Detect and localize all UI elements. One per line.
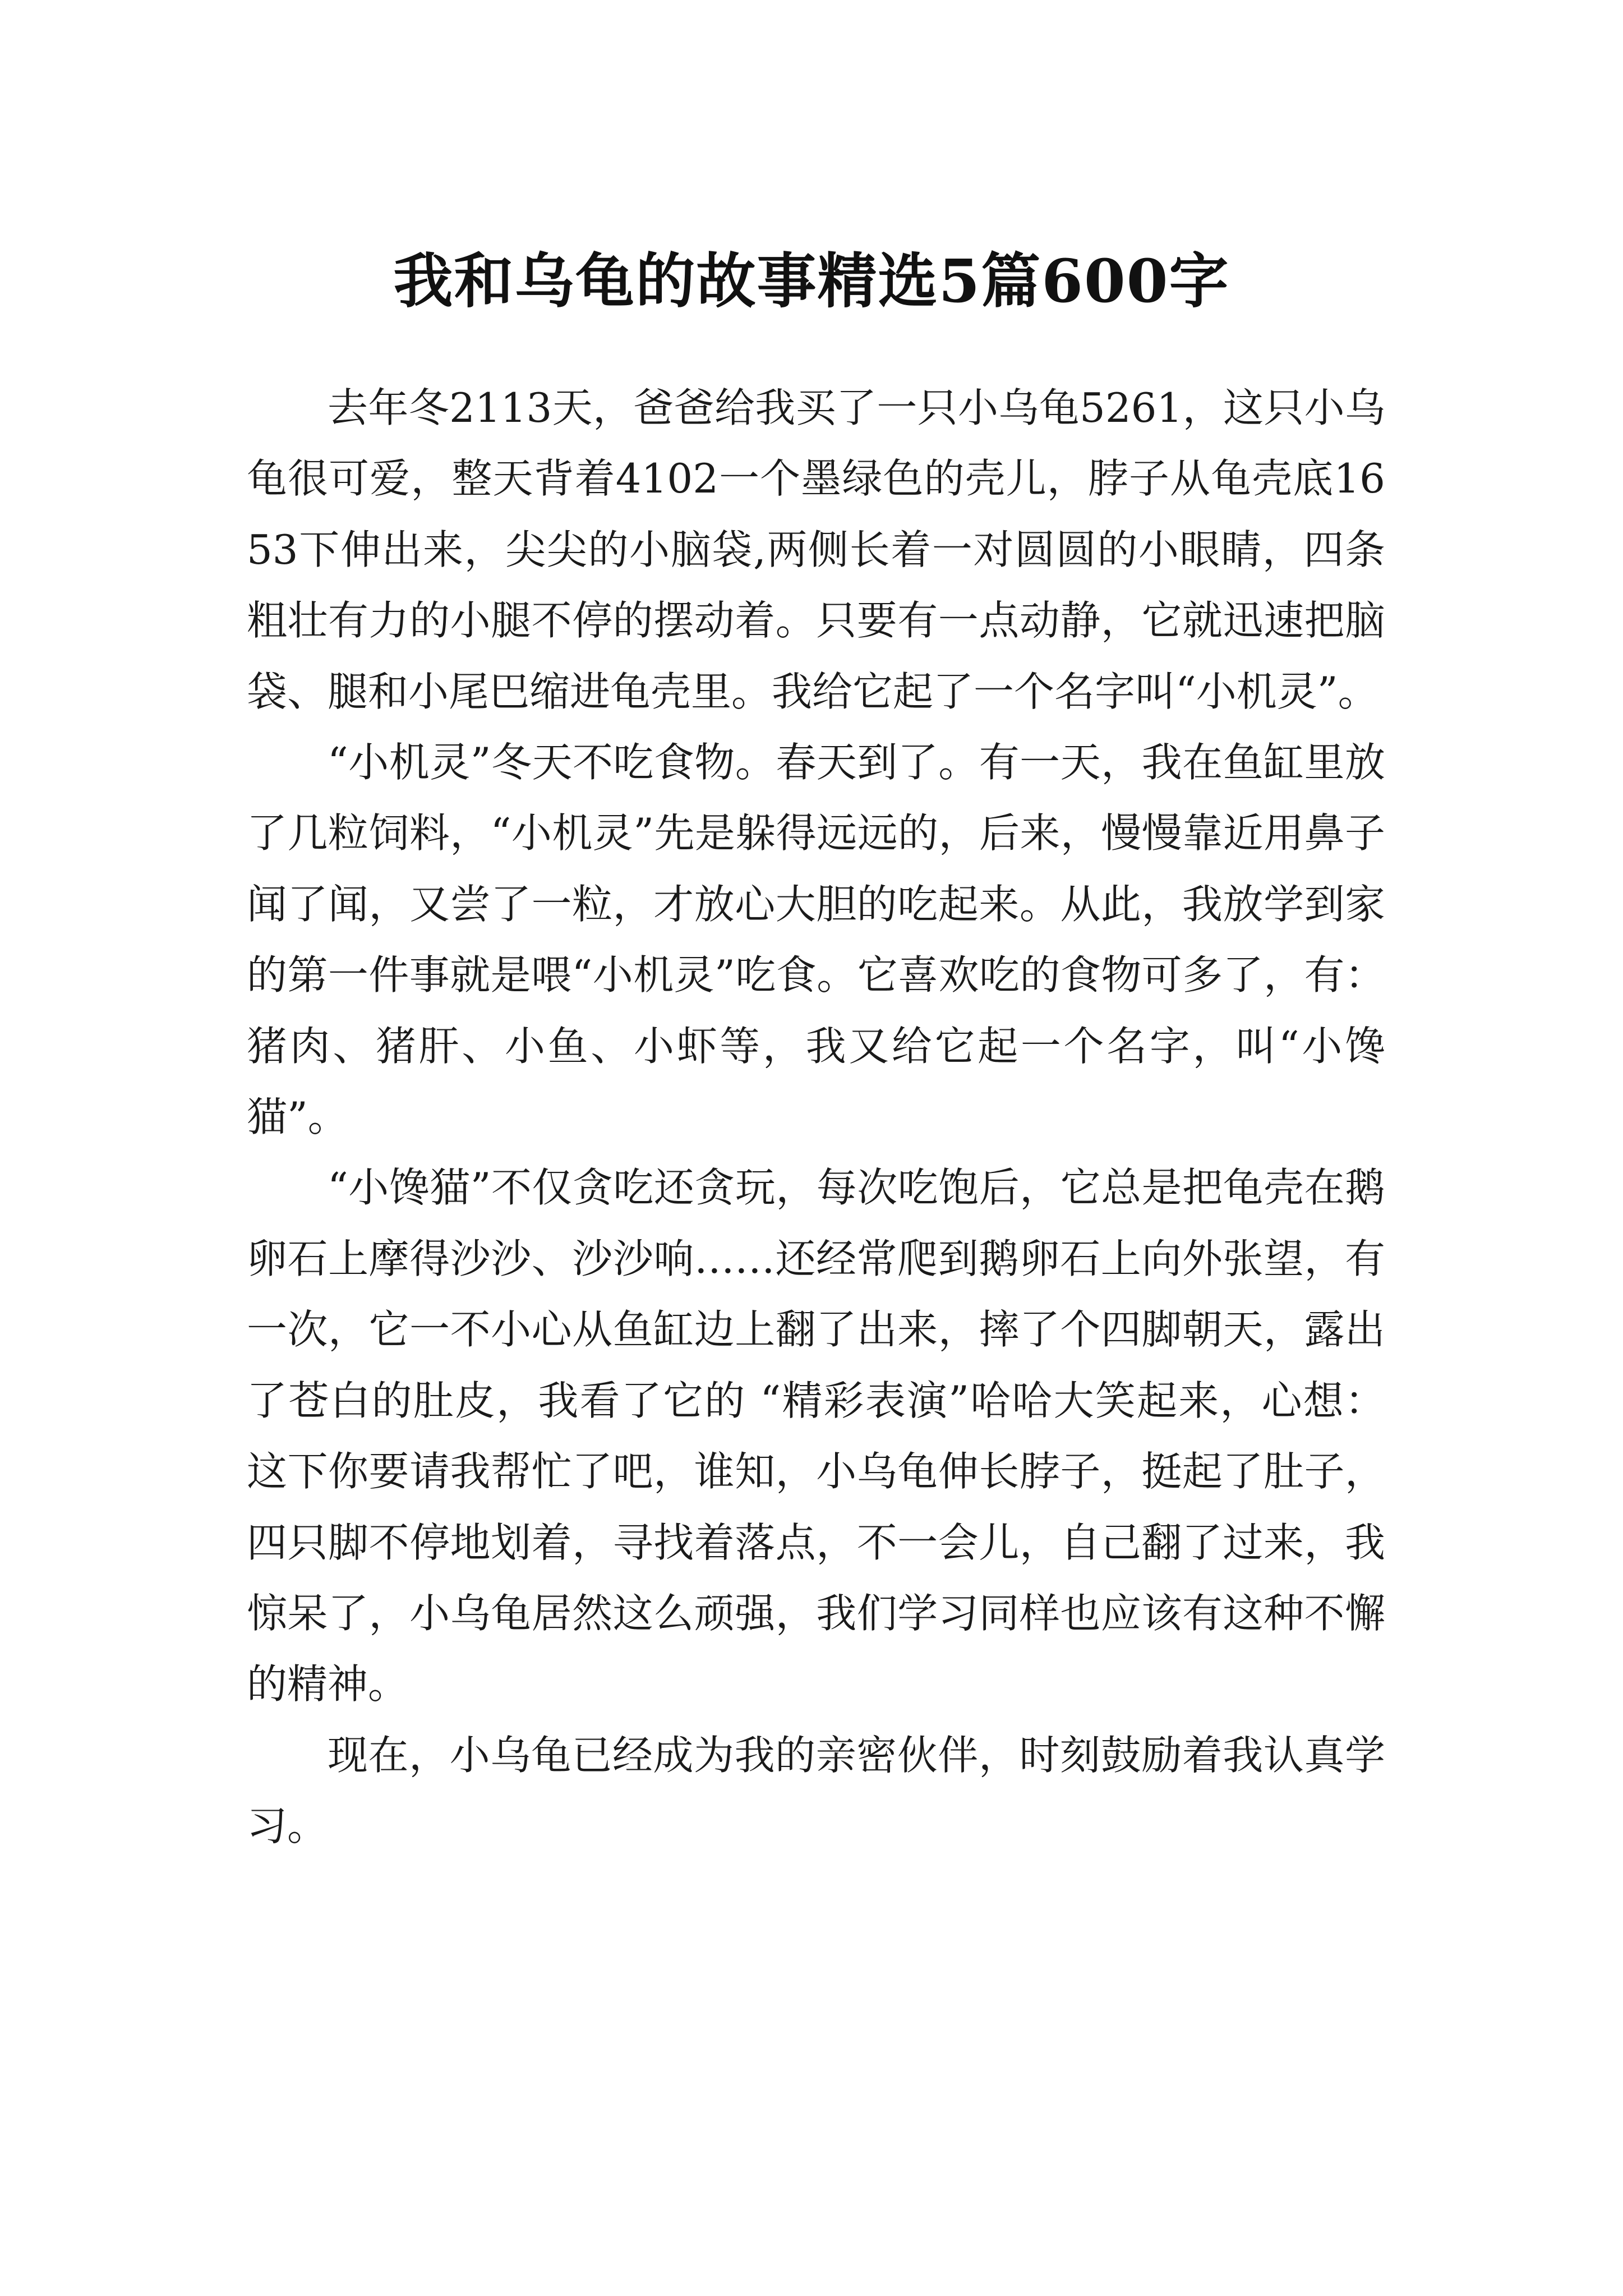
document-body	[247, 372, 1385, 1862]
paragraph: “小馋猫”不仅贪吃还贪玩，每次吃饱后，它总是把龟壳在鹅卵石上摩得沙沙、沙沙响……还经常爬到鹅卵石上向外张望，有一次，它一不小心从鱼缸边上翻了出来，摔了个四脚朝天，露出了苍白的肚皮，我看了它的 “精彩表演”哈哈大笑起来，心想：这下你要请我帮忙了吧，谁知，小乌龟伸长脖子，挺起了肚子，四只脚不停地划着，寻找着落点，不一会儿，自己翻了过来，我惊呆了，小乌龟居然这么顽强，我们学习同样也应该有这种不懈的精神。	[247, 1164, 1385, 1708]
paragraph: 去年冬2113天，爸爸给我买了一只小乌龟5261，这只小乌龟很可爱，整天背着4102一个墨绿色的壳儿，脖子从龟壳底1653下伸出来，尖尖的小脑袋,两侧长着一对圆圆的小眼睛，四条粗壮有力的小腿不停的摆动着。只要有一点动静，它就迅速把脑袋、腿和小尾巴缩进龟壳里。我给它起了一个名字叫“小机灵”。	[247, 384, 1385, 715]
page-title: 我和乌龟的故事精选5篇600字	[393, 246, 1230, 316]
paragraph: 现在，小乌龟已经成为我的亲密伙伴，时刻鼓励着我认真学习。	[247, 1731, 1385, 1850]
paragraph: “小机灵”冬天不吃食物。春天到了。有一天，我在鱼缸里放了几粒饲料，“小机灵”先是躲得远远的，后来，慢慢靠近用鼻子闻了闻，又尝了一粒，才放心大胆的吃起来。从此，我放学到家的第一件事就是喂“小机灵”吃食。它喜欢吃的食物可多了，有：猪肉、猪肝、小鱼、小虾等，我又给它起一个名字，叫“小馋猫”。	[247, 739, 1385, 1141]
